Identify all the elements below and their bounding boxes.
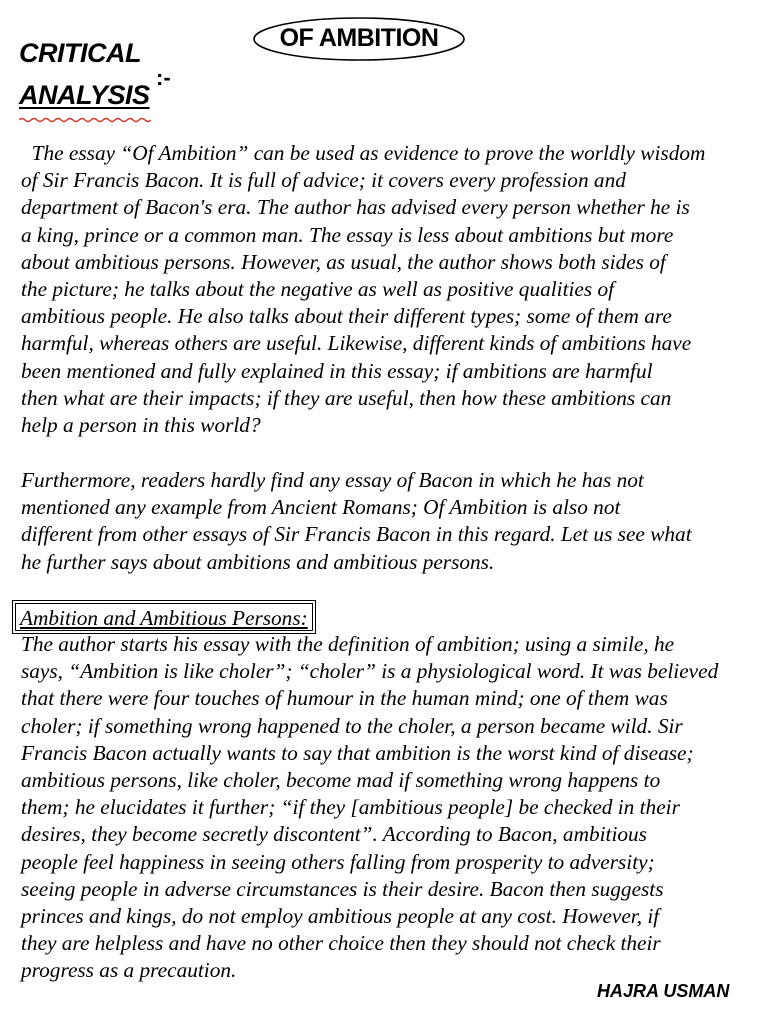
text-line: the picture; he talks about the negative as well as positive qualities of [21,276,615,301]
text-line: been mentioned and fully explained in this essay; if ambitions are harmful [21,358,653,383]
text-line: mentioned any example from Ancient Romans; Of Ambition is also not [21,495,621,520]
text-line: then what are their impacts; if they are useful, then how these ambitions can [21,385,672,410]
title-box [252,16,466,62]
text-line: Francis Bacon actually wants to say that ambition is the worst kind of disease; [21,740,694,765]
text-line: people feel happiness in seeing others falling from prosperity to adversity; [21,849,655,874]
text-line: princes and kings, do not employ ambitious people at any cost. However, if [21,903,660,928]
text-line: them; he elucidates it further; “if they [ambitious people] be checked in their [21,795,680,820]
text-line: says, “Ambition is like choler”; “choler” is a physiological word. It was believed [21,659,719,684]
text-line: ambitious people. He also talks about their different types; some of them are [21,304,672,329]
text-line: choler; if something wrong happened to the choler, a person became wild. Sir [21,713,683,738]
text-line: he further says about ambitions and ambitious persons. [21,549,495,574]
section-subheading-box [15,603,313,631]
text-line: Furthermore, readers hardly find any essay of Bacon in which he has not [21,468,644,492]
text-line: harmful, whereas others are useful. Likewise, different kinds of ambitions have [21,331,692,356]
text-line: The essay “Of Ambition” can be used as evidence to prove the worldly wisdom [21,141,706,165]
essay-title: OF AMBITION [279,24,439,52]
text-line: a king, prince or a common man. The essay is less about ambitions but more [21,222,674,247]
paragraph-intro [21,140,761,439]
text-line: progress as a precaution. [21,958,237,983]
heading-line-critical: CRITICAL [19,38,141,68]
author-name: HAJRA USMAN [597,981,730,1001]
text-line: department of Bacon's era. The author has advised every person whether he is [21,195,690,220]
section-subheading: Ambition and Ambitious Persons: [20,606,308,630]
text-line: different from other essays of Sir Francis Bacon in this regard. Let us see what [21,522,692,547]
text-line: about ambitious persons. However, as usual, the author shows both sides of [21,249,666,274]
text-line: The author starts his essay with the definition of ambition; using a simile, he [21,632,675,656]
paragraph-furthermore [21,467,761,576]
critical-analysis-heading [19,32,150,116]
text-line: help a person in this world? [21,412,261,437]
spellcheck-squiggle [19,117,151,123]
heading-line-analysis-wrap [19,74,150,116]
text-line: they are helpless and have no other choice then they should not check their [21,931,661,956]
heading-colon-dash: :- [156,65,171,90]
text-line: of Sir Francis Bacon. It is full of advice; it covers every profession and [21,168,626,193]
text-line: seeing people in adverse circumstances is their desire. Bacon then suggests [21,876,664,901]
text-line: that there were four touches of humour in the human mind; one of them was [21,686,668,711]
paragraph-ambition [21,631,761,984]
text-line: ambitious persons, like choler, become mad if something wrong happens to [21,767,661,792]
heading-line-analysis: ANALYSIS [19,80,150,110]
text-line: desires, they become secretly discontent”. According to Bacon, ambitious [21,822,647,847]
